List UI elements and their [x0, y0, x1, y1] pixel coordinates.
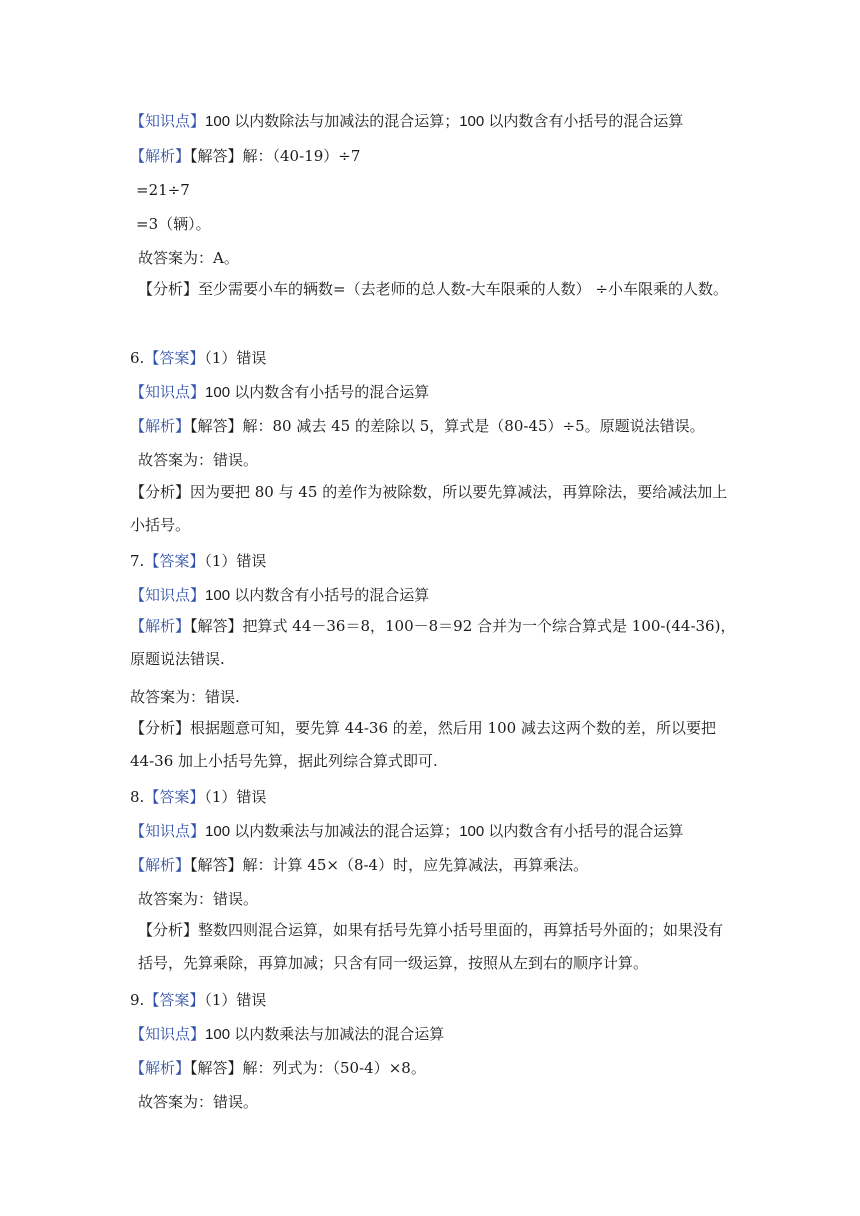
q8-analysis: 【分析】整数四则混合运算，如果有括号先算小括号里面的，再算括号外面的；如果没有括号，先算乘除，再算加减；只含有同一级运算，按照从左到右的顺序计算。: [138, 921, 724, 972]
q6-knowledge-point: 【知识点】100 以内数含有小括号的混合运算: [130, 383, 430, 401]
q7-analysis-header: 【解析】【解答】把算式 44－36＝8，100－8＝92 合并为一个综合算式是 100-(44-36)，原题说法错误.: [130, 617, 736, 668]
q9-knowledge-point: 【知识点】100 以内数乘法与加减法的混合运算: [130, 1025, 445, 1043]
q6-analysis: 【分析】因为要把 80 与 45 的差作为被除数，所以要先算减法，再算除法，要给减法加上小括号。: [130, 483, 728, 534]
q7-knowledge-point: 【知识点】100 以内数含有小括号的混合运算: [130, 586, 430, 604]
q9-analysis-header: 【解析】【解答】解：列式为：（50-4）×8。: [130, 1059, 426, 1077]
q6-answer: 故答案为：错误。: [138, 451, 259, 469]
q8-answer: 故答案为：错误。: [138, 890, 259, 908]
q7-answer-line: 7.【答案】（1）错误: [130, 552, 267, 570]
q7-answer: 故答案为：错误.: [130, 688, 240, 706]
q8-knowledge-point: 【知识点】100 以内数乘法与加减法的混合运算；100 以内数含有小括号的混合运算: [130, 822, 684, 840]
q7-analysis: 【分析】根据题意可知，要先算 44-36 的差，然后用 100 减去这两个数的差，所以要把 44-36 加上小括号先算，据此列综合算式即可.: [130, 719, 716, 770]
q5-answer: 故答案为：A。: [138, 249, 239, 267]
q8-analysis-header: 【解析】【解答】解：计算 45×（8-4）时，应先算减法，再算乘法。: [130, 856, 589, 874]
q9-answer: 故答案为：错误。: [138, 1093, 259, 1111]
q6-answer-line: 6.【答案】（1）错误: [130, 349, 267, 367]
q5-analysis-header: 【解析】【解答】解：（40-19）÷7: [130, 147, 361, 165]
q5-step1: =21÷7: [136, 181, 190, 199]
q8-answer-line: 8.【答案】（1）错误: [130, 788, 267, 806]
q6-analysis-header: 【解析】【解答】解：80 减去 45 的差除以 5，算式是（80-45）÷5。原题说法错误。: [130, 417, 705, 435]
q9-answer-line: 9.【答案】（1）错误: [130, 991, 267, 1009]
q5-knowledge-point: 【知识点】100 以内数除法与加减法的混合运算；100 以内数含有小括号的混合运算: [130, 112, 684, 130]
q5-step2: =3（辆）。: [136, 215, 211, 233]
q5-analysis: 【分析】至少需要小车的辆数=（去老师的总人数-大车限乘的人数） ÷小车限乘的人数。: [138, 280, 728, 298]
